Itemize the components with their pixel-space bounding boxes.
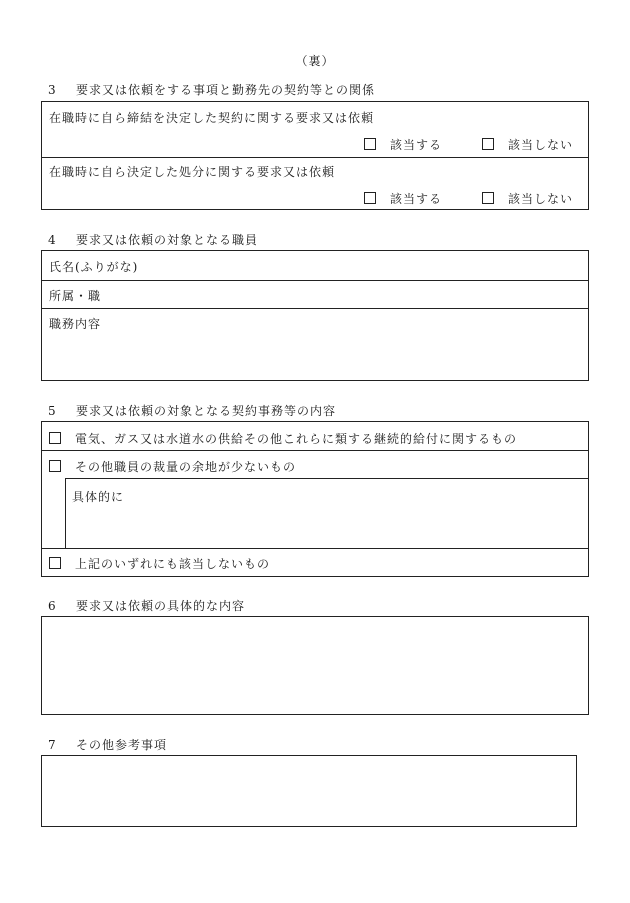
section3-row2-no-label: 該当しない <box>508 192 574 206</box>
section4-affiliation-label[interactable]: 所属・職 <box>49 289 102 303</box>
section3-row2-label: 在職時に自ら決定した処分に関する要求又は依頼 <box>49 165 336 179</box>
section3-row2-no-checkbox[interactable] <box>482 190 573 207</box>
section5-option1-label: 電気、ガス又は水道水の供給その他これらに類する継続的給付に関するもの <box>75 432 518 446</box>
section5-option1-checkbox[interactable] <box>49 430 517 447</box>
section6-heading-text: 要求又は依頼の具体的な内容 <box>76 599 246 613</box>
section5-option2-label: その他職員の裁量の余地が少ないもの <box>75 460 297 474</box>
section3-row-divider <box>42 157 588 158</box>
section3-row1-yes-label: 該当する <box>390 138 443 152</box>
section5-specific-label[interactable]: 具体的に <box>72 490 125 504</box>
section5-table <box>41 421 589 577</box>
section7-content-box[interactable] <box>41 755 577 827</box>
section7-heading <box>48 736 167 753</box>
section5-heading <box>48 402 336 419</box>
section7-number: 7 <box>48 738 57 752</box>
section4-name-label[interactable]: 氏名(ふりがな) <box>49 260 139 274</box>
section3-heading <box>48 81 375 98</box>
page-title: （裏） <box>295 54 335 68</box>
section5-subrow-left-border <box>65 478 66 548</box>
checkbox-icon <box>482 192 494 204</box>
checkbox-icon <box>482 138 494 150</box>
section3-row1-yes-checkbox[interactable] <box>364 136 442 153</box>
checkbox-icon <box>364 192 376 204</box>
section4-row-divider <box>42 280 588 281</box>
checkbox-icon <box>49 460 61 472</box>
section3-row2-yes-checkbox[interactable] <box>364 190 442 207</box>
section6-number: 6 <box>48 599 57 613</box>
section3-table <box>41 101 589 210</box>
section5-subrow-top-divider <box>65 478 588 479</box>
section5-option3-checkbox[interactable] <box>49 555 270 572</box>
section5-number: 5 <box>48 404 57 418</box>
section4-heading-text: 要求又は依頼の対象となる職員 <box>76 233 259 247</box>
section5-row-divider <box>42 450 588 451</box>
section4-duties-label[interactable]: 職務内容 <box>49 317 102 331</box>
section4-heading <box>48 231 258 248</box>
section3-row1-no-label: 該当しない <box>508 138 574 152</box>
checkbox-icon <box>49 432 61 444</box>
section4-row-divider <box>42 308 588 309</box>
section3-row1-label: 在職時に自ら締結を決定した契約に関する要求又は依頼 <box>49 111 375 125</box>
section6-content-box[interactable] <box>41 616 589 715</box>
section5-row-divider <box>42 548 588 549</box>
section3-number: 3 <box>48 83 57 97</box>
section3-row2-yes-label: 該当する <box>390 192 443 206</box>
section4-table <box>41 250 589 381</box>
checkbox-icon <box>364 138 376 150</box>
checkbox-icon <box>49 557 61 569</box>
section5-heading-text: 要求又は依頼の対象となる契約事務等の内容 <box>76 404 337 418</box>
section3-heading-text: 要求又は依頼をする事項と勤務先の契約等との関係 <box>76 83 376 97</box>
section6-heading <box>48 597 245 614</box>
section4-number: 4 <box>48 233 57 247</box>
section7-heading-text: その他参考事項 <box>76 738 168 752</box>
section5-option2-checkbox[interactable] <box>49 458 296 475</box>
section5-option3-label: 上記のいずれにも該当しないもの <box>75 557 271 571</box>
section3-row1-no-checkbox[interactable] <box>482 136 573 153</box>
